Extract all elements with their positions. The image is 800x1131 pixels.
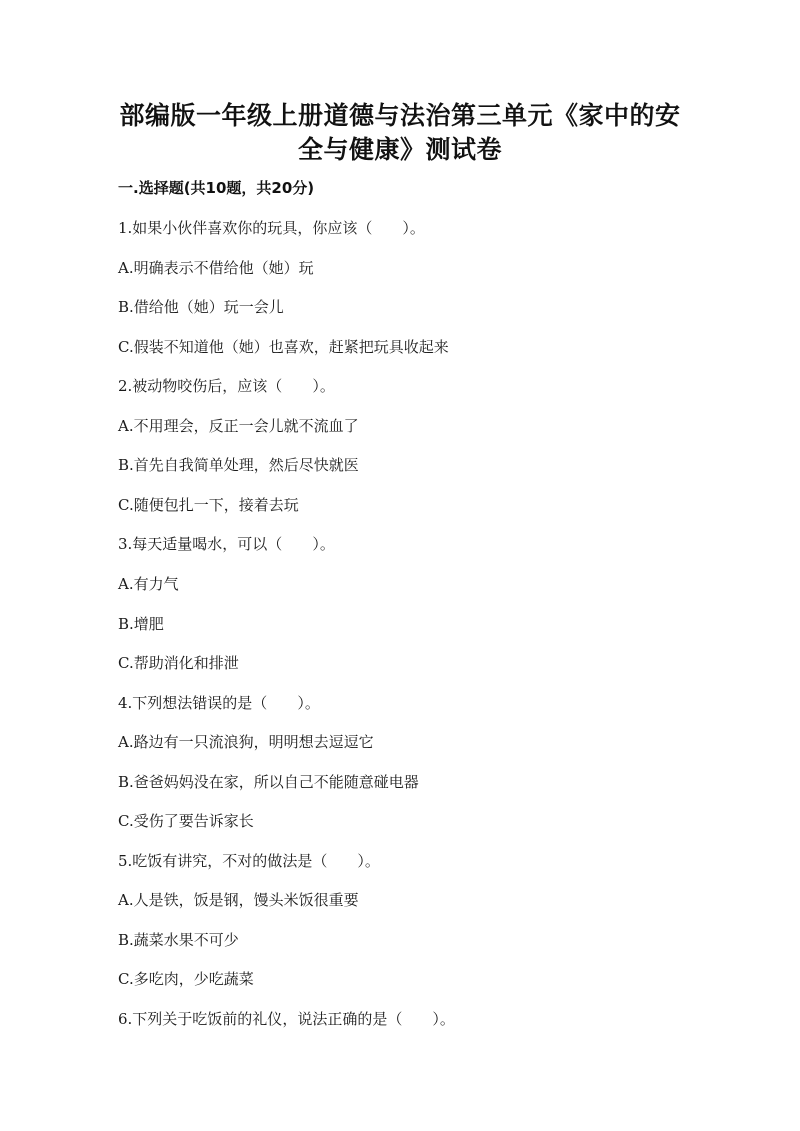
answer-option: C.随便包扎一下，接着去玩 — [118, 496, 299, 514]
answer-option: A.有力气 — [118, 575, 179, 593]
answer-option: C.受伤了要告诉家长 — [118, 812, 254, 830]
answer-option: B.借给他（她）玩一会儿 — [118, 298, 284, 316]
answer-option: B.首先自我简单处理，然后尽快就医 — [118, 456, 359, 474]
answer-option: A.明确表示不借给他（她）玩 — [118, 259, 314, 277]
answer-option: B.蔬菜水果不可少 — [118, 931, 239, 949]
answer-option: A.不用理会，反正一会儿就不流血了 — [118, 417, 359, 435]
question-stem: 6.下列关于吃饭前的礼仪，说法正确的是（ ）。 — [118, 1010, 455, 1028]
answer-option: A.人是铁，饭是钢，馒头米饭很重要 — [118, 891, 359, 909]
answer-option: B.增肥 — [118, 615, 164, 633]
question-stem: 5.吃饭有讲究，不对的做法是（ ）。 — [118, 852, 380, 870]
question-stem: 1.如果小伙伴喜欢你的玩具，你应该（ ）。 — [118, 219, 425, 237]
page-title-line-1: 部编版一年级上册道德与法治第三单元《家中的安 — [119, 101, 681, 130]
question-stem: 2.被动物咬伤后，应该（ ）。 — [118, 377, 335, 395]
question-stem: 3.每天适量喝水，可以（ ）。 — [118, 535, 335, 553]
section-heading: 一.选择题(共10题，共20分) — [118, 179, 315, 197]
answer-option: C.假装不知道他（她）也喜欢，赶紧把玩具收起来 — [118, 338, 449, 356]
answer-option: B.爸爸妈妈没在家，所以自己不能随意碰电器 — [118, 773, 419, 791]
question-stem: 4.下列想法错误的是（ ）。 — [118, 694, 320, 712]
page-title-line-2: 全与健康》测试卷 — [297, 135, 502, 164]
answer-option: C.多吃肉，少吃蔬菜 — [118, 970, 254, 988]
answer-option: A.路边有一只流浪狗，明明想去逗逗它 — [118, 733, 374, 751]
answer-option: C.帮助消化和排泄 — [118, 654, 239, 672]
